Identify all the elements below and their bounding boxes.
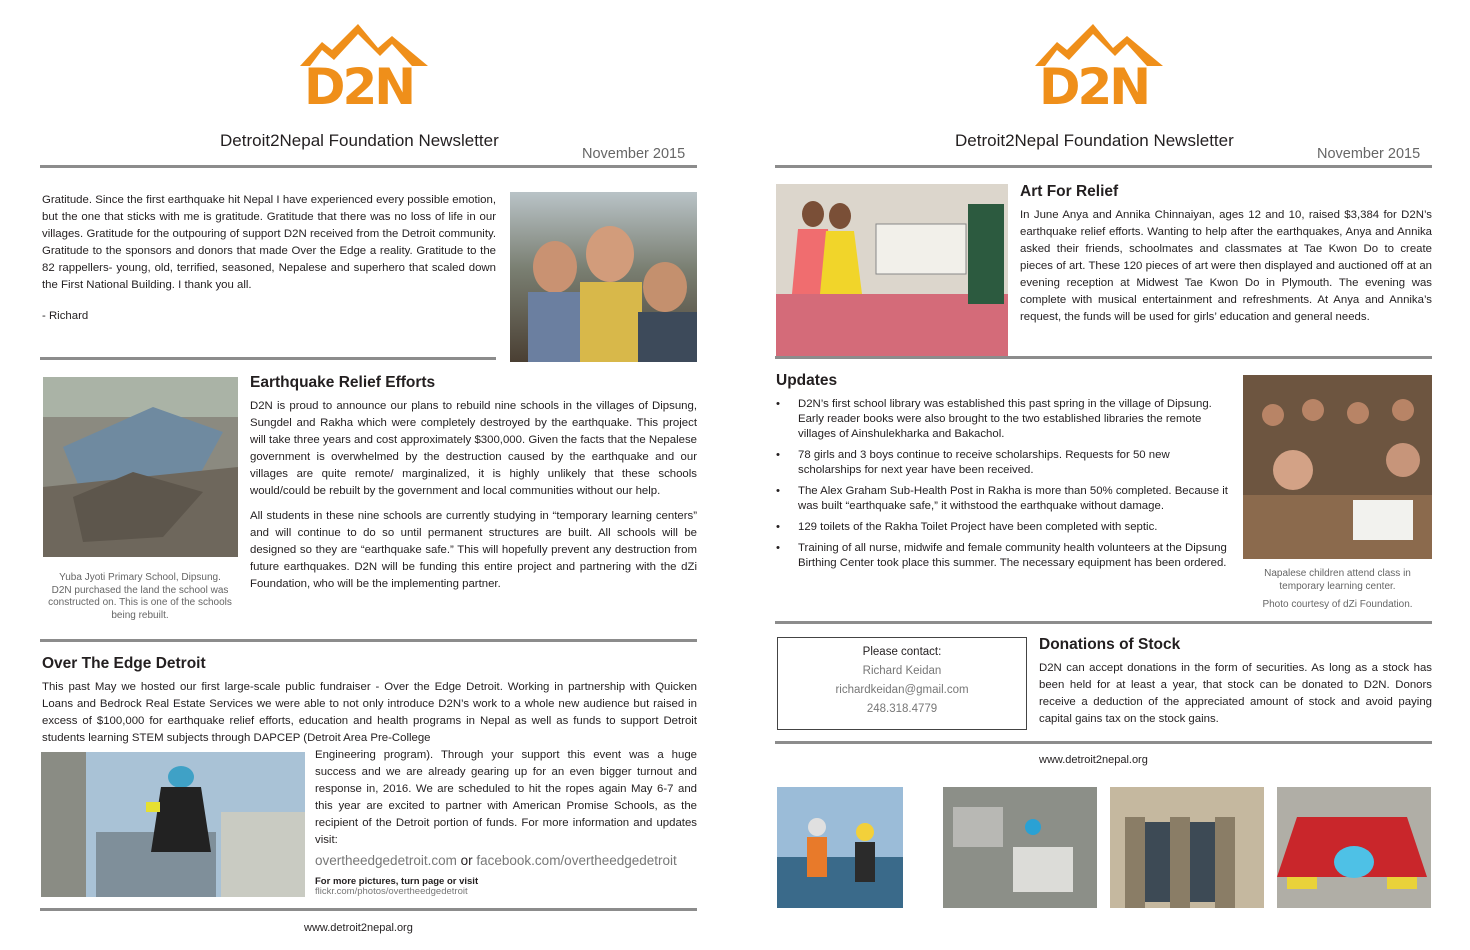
footer-url-left[interactable]: www.detroit2nepal.org xyxy=(304,922,413,934)
rappel-photo-1 xyxy=(777,787,903,908)
intro-text xyxy=(42,192,496,333)
earthquake-divider xyxy=(40,639,697,642)
earthquake-paragraph-1: D2N is proud to announce our plans to rebuild nine schools in the villages of Dipsung, Sungdel and Rakha which were completely destroyed by the earthquake. This project will take three years and cost approximately $300,000. Given the facts that the Nepalese government is overwhelmed by the destruction caused by the earthquake and our villages are quite remote/ marginalized, it is highly unlikely that these schools would/could be rebuilt by the government and local communities without our help. xyxy=(250,400,697,497)
update-item: • Training of all nurse, midwife and female community health volunteers at the Dipsung Birthing Center took place this summer. The necessary equipment has been ordered. xyxy=(776,541,1229,571)
update-item: • 129 toilets of the Rakha Toilet Project have been completed with septic. xyxy=(776,520,1229,535)
destroyed-school-photo xyxy=(43,377,238,557)
earthquake-heading: Earthquake Relief Efforts xyxy=(250,374,436,391)
logo-text: D2N xyxy=(1039,58,1149,116)
ote-links xyxy=(315,853,677,868)
rappel-photo-4 xyxy=(1277,787,1431,908)
art-heading: Art For Relief xyxy=(1020,183,1119,200)
intro-signature: - Richard xyxy=(42,310,89,322)
earthquake-text xyxy=(250,398,697,601)
art-divider xyxy=(775,356,1432,359)
d2n-logo xyxy=(300,20,440,120)
contact-label: Please contact: xyxy=(862,646,942,658)
ote-facebook-link[interactable]: facebook.com/overtheedgedetroit xyxy=(476,853,677,868)
ote-text-side: Engineering program). Through your support this event was a huge success and we are already gearing up for an even bigger turnout and response in, 2016. We are scheduled to hit the ropes again May 6-7 and this year are excited to partner with American Promise Schools, as the recipient of the Detroit portion of funds. For more information and updates visit: xyxy=(315,749,697,846)
more-pictures-label: For more pictures, turn page or visit xyxy=(315,876,479,887)
ote-text-top: This past May we hosted our first large-scale public fundraiser - Over the Edge Detroit. Working in partnership with Quicken Loans and Bedrock Real Estate Services we were able to not only introduce D2N’s work to a whole new audience but raised in excess of $100,000 for earthquake relief efforts, education and health programs in Nepal as well as funds to support Detroit students learning STEM subjects through DAPCEP (Detroit Area Pre-College xyxy=(42,681,697,744)
updates-divider xyxy=(775,621,1432,624)
newsletter-date: November 2015 xyxy=(582,146,686,162)
earthquake-paragraph-2: All students in these nine schools are currently studying in “temporary learning centers” and will continue to do so until permanent structures are built. All schools will be designed so they are “earthquake safe.” This will hopefully prevent any destruction from future earthquakes. D2N will be funding this entire project and partnering with the dZi Foundation, who will be the implementing partner. xyxy=(250,510,697,590)
children-photo xyxy=(510,192,697,362)
art-relief-photo xyxy=(776,184,1008,359)
rappeller-photo xyxy=(41,752,305,897)
art-text: In June Anya and Annika Chinnaiyan, ages 12 and 10, raised $3,384 for D2N’s earthquake relief efforts. Wanting to help after the earthquakes, Anya and Annika asked their friends, schoolmates and classmates at Tae Kwon Do to create pieces of art. These 120 pieces of art were then displayed and auctioned off at an evening reception at Midwest Tae Kwon Do in Plymouth. The evening was complete with musical entertainment and refreshments. At Anya and Annika’s request, the funds will be used for girls’ education and general needs. xyxy=(1020,209,1432,323)
update-item: • 78 girls and 3 boys continue to receive scholarships. Requests for 50 new scholarships for next year have been received. xyxy=(776,448,1229,478)
contact-box xyxy=(777,637,1027,730)
donations-divider xyxy=(775,741,1432,744)
updates-list xyxy=(776,397,1229,577)
d2n-logo-right xyxy=(1035,20,1175,120)
ote-link-or: or xyxy=(460,853,473,868)
update-item: • The Alex Graham Sub-Health Post in Rakha is more than 50% completed. Because it was built “earthquake safe,” it withstood the earthquake without damage. xyxy=(776,484,1229,514)
flickr-link[interactable]: flickr.com/photos/overtheedgedetroit xyxy=(315,886,468,897)
contact-name: Richard Keidan xyxy=(862,665,942,677)
contact-email[interactable]: richardkeidan@gmail.com xyxy=(835,684,969,696)
contact-phone: 248.318.4779 xyxy=(866,703,938,715)
rappel-photo-3 xyxy=(1110,787,1264,908)
updates-heading: Updates xyxy=(776,372,838,389)
update-item: • D2N’s first school library was established this past spring in the village of Dipsung. Early reader books were also brought to the two established libraries the remote villages of Ainshulekharka and Bakachol. xyxy=(776,397,1229,442)
donations-text: D2N can accept donations in the form of securities. As long as a stock has been held for at least a year, that stock can be donated to D2N. Donors receive a deduction of the appreciated amount of stock and avoid paying capital gains tax on the stock gains. xyxy=(1039,662,1432,725)
ote-heading: Over The Edge Detroit xyxy=(42,655,206,672)
intro-divider xyxy=(40,357,496,360)
classroom-photo xyxy=(1243,375,1432,559)
photo-credit: Photo courtesy of dZi Foundation. xyxy=(1262,599,1413,610)
footer-url-right[interactable]: www.detroit2nepal.org xyxy=(1039,754,1148,766)
newsletter-date-right: November 2015 xyxy=(1317,146,1421,162)
header-divider-right xyxy=(775,165,1432,168)
logo-text: D2N xyxy=(304,58,414,116)
newsletter-title-right: Detroit2Nepal Foundation Newsletter xyxy=(955,131,1234,150)
intro-paragraph: Gratitude. Since the first earthquake hit Nepal I have experienced every possible emotion, but the one that sticks with me is gratitude. Gratitude that there was no loss of life in our villages. Gratitude for the outpouring of support D2N received from the Detroit community. Gratitude to the sponsors and donors that made Over the Edge a reality. Gratitude to the 82 rappellers- young, old, terrified, seasoned, Nepalese and superhero that scaled down the First National Building. I thank you all. xyxy=(42,194,496,291)
newsletter-title: Detroit2Nepal Foundation Newsletter xyxy=(220,131,499,150)
school-photo-caption: Yuba Jyoti Primary School, Dipsung. D2N purchased the land the school was constructed on. This is one of the schools being rebuilt. xyxy=(48,572,232,621)
rappel-photo-2 xyxy=(943,787,1097,908)
classroom-caption: Napalese children attend class in temporary learning center. xyxy=(1264,568,1411,592)
donations-heading: Donations of Stock xyxy=(1039,636,1181,653)
ote-divider xyxy=(40,908,697,911)
ote-website-link[interactable]: overtheedgedetroit.com xyxy=(315,853,457,868)
header-divider xyxy=(40,165,697,168)
